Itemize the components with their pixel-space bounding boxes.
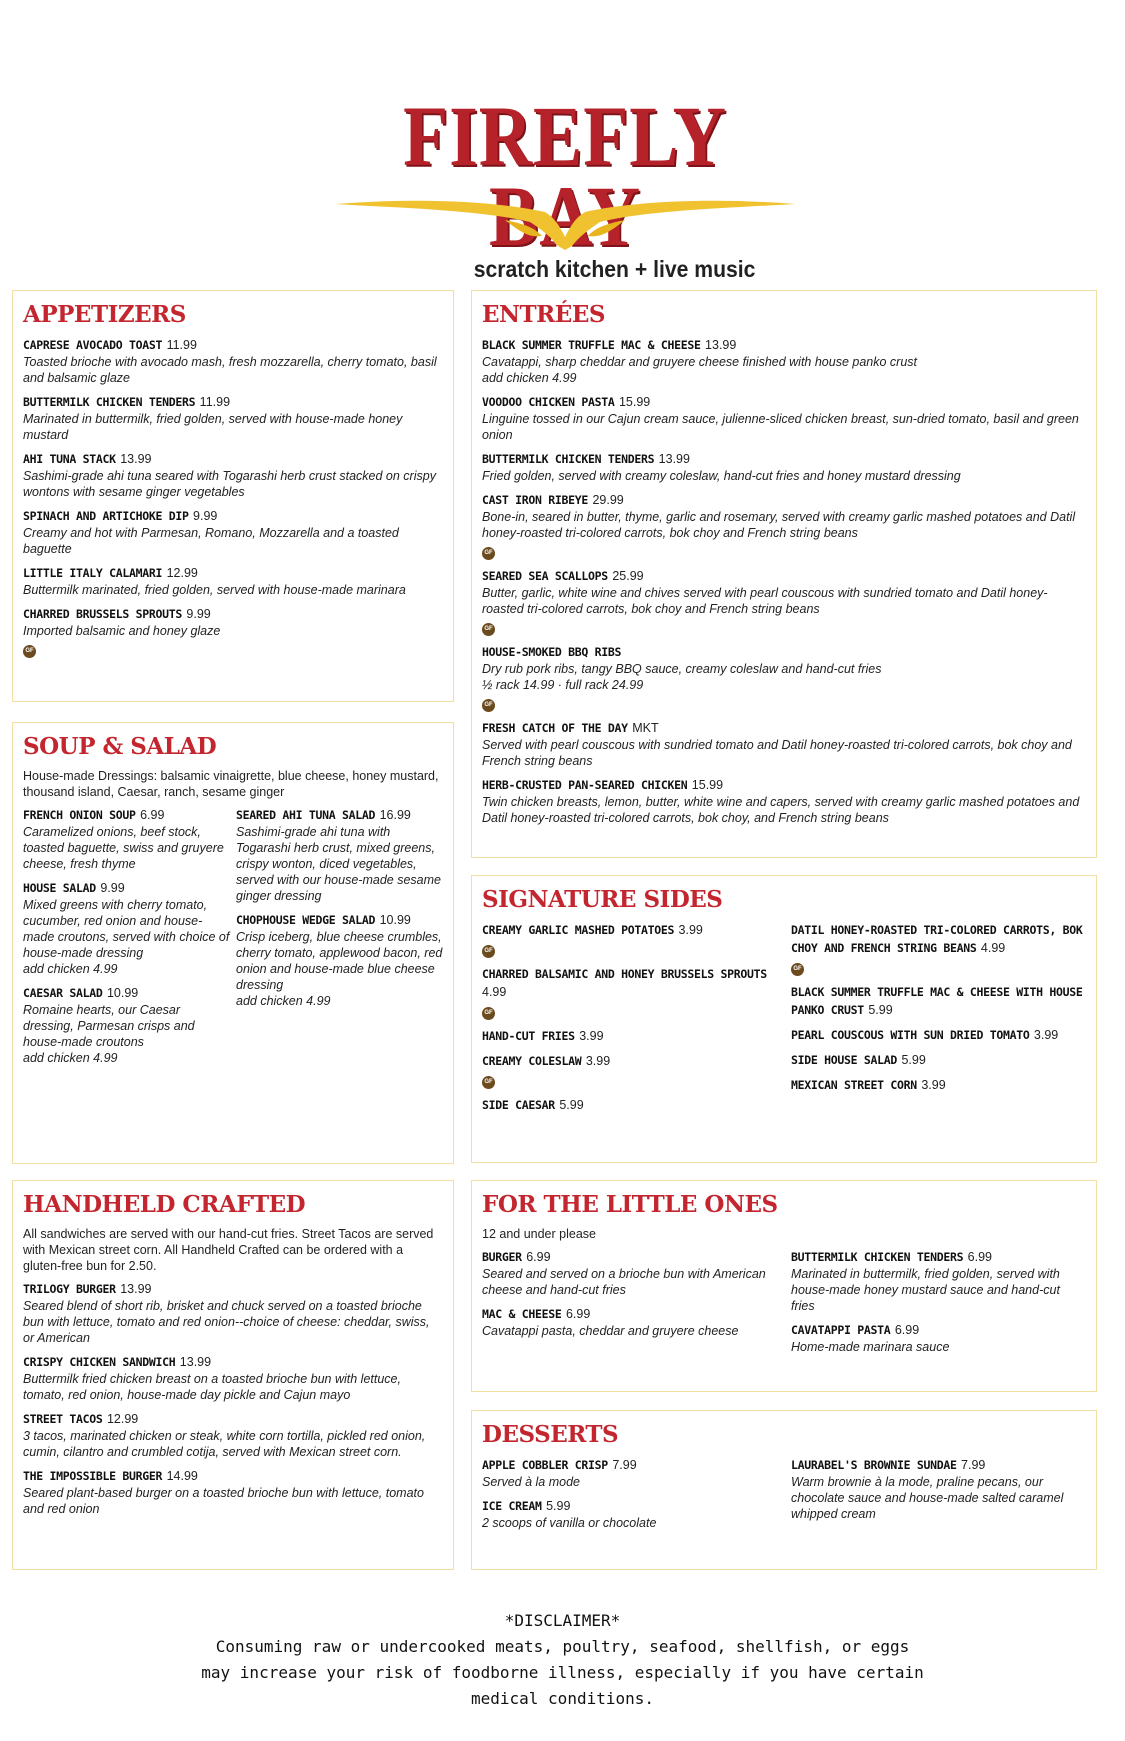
soup-salad-right-column xyxy=(236,806,443,1073)
item-description: Sashimi-grade ahi tuna with Togarashi herb crust, mixed greens, crispy wonton, diced vegetables, served with our house-made sesame ginger dressing xyxy=(236,825,441,903)
item-name: HOUSE-SMOKED BBQ RIBS xyxy=(482,645,622,659)
desserts-panel xyxy=(471,1410,1097,1570)
soup-salad-panel xyxy=(12,722,454,1164)
item-name: FRESH CATCH OF THE DAY xyxy=(482,721,628,735)
item-name: CHARRED BALSAMIC AND HONEY BRUSSELS SPROUTS xyxy=(482,967,767,981)
item-name: BUTTERMILK CHICKEN TENDERS xyxy=(791,1250,964,1264)
item-description: Twin chicken breasts, lemon, butter, white wine and capers, served with creamy garlic mashed potatoes and Datil honey-roasted tri-colored carrots, bok choy, and French string beans xyxy=(482,795,1080,825)
menu-item xyxy=(482,965,777,1020)
disclaimer-title: *DISCLAIMER* xyxy=(504,1611,621,1630)
item-description: Seared blend of short rib, brisket and chuck served on a toasted brioche bun with lettuce, tomato and red onion--choice of cheese: cheddar, swiss, or American xyxy=(23,1299,430,1345)
item-price: 12.99 xyxy=(166,566,198,580)
gluten-free-icon: GF xyxy=(482,699,495,712)
item-price: 5.99 xyxy=(868,1003,893,1017)
menu-item xyxy=(482,1305,777,1339)
entrees-list xyxy=(482,336,1086,826)
sides-right-column xyxy=(791,921,1086,1121)
item-name: BLACK SUMMER TRUFFLE MAC & CHEESE WITH HOUSE PANKO CRUST xyxy=(791,985,1083,1017)
handheld-intro: All sandwiches are served with our hand-cut fries. Street Tacos are served with Mexican street corn. All Handheld Crafted can be ordered with a gluten-free bun for 2.50. xyxy=(23,1227,434,1273)
item-name: STREET TACOS xyxy=(23,1412,103,1426)
handheld-list xyxy=(23,1280,443,1517)
item-price: 7.99 xyxy=(961,1458,986,1472)
sides-heading: SIGNATURE SIDES xyxy=(482,886,723,913)
menu-item xyxy=(482,921,777,958)
item-price: 13.99 xyxy=(179,1355,212,1369)
item-description: 3 tacos, marinated chicken or steak, white corn tortilla, pickled red onion, cumin, cilantro and crumbled cotija, served with Mexican street corn. xyxy=(23,1429,426,1459)
menu-item xyxy=(482,776,1086,826)
item-price: 13.99 xyxy=(705,338,737,352)
gluten-free-icon: GF xyxy=(482,623,495,636)
menu-item xyxy=(482,393,1086,443)
item-name: CAESAR SALAD xyxy=(23,986,103,1000)
item-price: 9.99 xyxy=(100,881,125,895)
item-name: CREAMY COLESLAW xyxy=(482,1054,582,1068)
item-description: Romaine hearts, our Caesar dressing, Parmesan crisps and house-made croutons xyxy=(23,1003,195,1049)
menu-item xyxy=(23,879,230,977)
item-price: 5.99 xyxy=(901,1053,926,1067)
entrees-heading: ENTRÉES xyxy=(482,301,605,328)
item-description: Served with pearl couscous with sundried tomato and Datil honey-roasted tri-colored carrots, bok choy and French string beans xyxy=(482,738,1072,768)
gluten-free-icon: GF xyxy=(482,1076,495,1089)
item-price: 16.99 xyxy=(379,808,411,822)
appetizers-heading: APPETIZERS xyxy=(23,301,186,328)
item-name: APPLE COBBLER CRISP xyxy=(482,1458,608,1472)
item-description: Linguine tossed in our Cajun cream sauce, julienne-sliced chicken breast, sun-dried tomato, basil and green onion xyxy=(482,412,1079,442)
menu-item xyxy=(23,605,443,658)
item-price: 3.99 xyxy=(678,923,703,937)
flourish-ornament-icon xyxy=(330,192,800,252)
menu-item xyxy=(23,806,230,872)
item-name: CRISPY CHICKEN SANDWICH xyxy=(23,1355,176,1369)
logo xyxy=(330,88,800,282)
item-price: 5.99 xyxy=(559,1098,584,1112)
item-name: BURGER xyxy=(482,1250,522,1264)
gluten-free-icon: GF xyxy=(23,645,36,658)
item-description: Buttermilk marinated, fried golden, served with house-made marinara xyxy=(23,583,406,597)
item-price: 3.99 xyxy=(585,1054,611,1068)
soup-salad-left-column xyxy=(23,806,236,1073)
handheld-panel xyxy=(12,1180,454,1570)
item-price: 10.99 xyxy=(106,986,139,1000)
sides-left-column xyxy=(482,921,791,1121)
little-ones-panel xyxy=(471,1180,1097,1392)
item-description: Sashimi-grade ahi tuna seared with Togarashi herb crust stacked on crispy wontons with sesame ginger vegetables xyxy=(23,469,436,499)
item-name: LAURABEL'S BROWNIE SUNDAE xyxy=(791,1458,957,1472)
item-description: Mixed greens with cherry tomato, cucumber, red onion and house-made croutons, served with choice of house-made dressing xyxy=(23,898,230,960)
menu-item xyxy=(482,450,1086,484)
menu-item xyxy=(482,1052,777,1089)
item-name: BLACK SUMMER TRUFFLE MAC & CHEESE xyxy=(482,338,701,352)
item-name: SEARED SEA SCALLOPS xyxy=(482,569,608,583)
menu-item xyxy=(482,1027,777,1045)
menu-item xyxy=(791,1456,1086,1522)
desserts-right-column xyxy=(791,1456,1086,1538)
little-ones-right-column xyxy=(791,1248,1086,1362)
desserts-heading: DESSERTS xyxy=(482,1421,619,1448)
gluten-free-icon: GF xyxy=(482,547,495,560)
logo-title: FIREFLY BAY xyxy=(403,88,727,264)
little-ones-left-column xyxy=(482,1248,791,1362)
sides-panel xyxy=(471,875,1097,1163)
item-price: 4.99 xyxy=(482,985,507,999)
item-name: CAVATAPPI PASTA xyxy=(791,1323,891,1337)
little-ones-intro: 12 and under please xyxy=(482,1227,596,1241)
item-description: Seared and served on a brioche bun with American cheese and hand-cut fries xyxy=(482,1267,766,1297)
item-price: 4.99 xyxy=(980,941,1006,955)
item-description: Dry rub pork ribs, tangy BBQ sauce, creamy coleslaw and hand-cut fries xyxy=(482,662,882,676)
item-price: 3.99 xyxy=(921,1078,946,1092)
item-name: CHOPHOUSE WEDGE SALAD xyxy=(236,913,376,927)
item-description: Fried golden, served with creamy coleslaw, hand-cut fries and honey mustard dressing xyxy=(482,469,961,483)
item-price: 6.99 xyxy=(526,1250,551,1264)
gluten-free-icon: GF xyxy=(482,1007,495,1020)
item-price: 9.99 xyxy=(193,509,218,523)
item-description: Imported balsamic and honey glaze xyxy=(23,624,221,638)
item-description: Served à la mode xyxy=(482,1475,580,1489)
menu-item xyxy=(482,1456,777,1490)
item-name: VOODOO CHICKEN PASTA xyxy=(482,395,615,409)
menu-item xyxy=(482,567,1086,636)
item-price: 15.99 xyxy=(618,395,651,409)
item-name: SEARED AHI TUNA SALAD xyxy=(236,808,376,822)
item-price: 12.99 xyxy=(106,1412,139,1426)
menu-item xyxy=(236,911,443,1009)
item-name: HOUSE SALAD xyxy=(23,881,96,895)
item-name: HERB-CRUSTED PAN-SEARED CHICKEN xyxy=(482,778,688,792)
gluten-free-icon: GF xyxy=(791,963,804,976)
menu-item xyxy=(791,1076,1086,1094)
item-name: CAPRESE AVOCADO TOAST xyxy=(23,338,163,352)
soup-salad-intro: House-made Dressings: balsamic vinaigrette, blue cheese, honey mustard, thousand island, Caesar, ranch, sesame ginger xyxy=(23,769,439,799)
item-name: CAST IRON RIBEYE xyxy=(482,493,588,507)
item-name: BUTTERMILK CHICKEN TENDERS xyxy=(23,395,196,409)
menu-item xyxy=(482,336,1086,386)
item-extra: add chicken 4.99 xyxy=(23,1051,118,1065)
item-description: Home-made marinara sauce xyxy=(791,1340,950,1354)
item-price: 6.99 xyxy=(894,1323,920,1337)
item-extra: add chicken 4.99 xyxy=(482,371,577,385)
menu-item xyxy=(791,1321,1086,1355)
item-price: 11.99 xyxy=(199,395,231,409)
menu-item xyxy=(482,491,1086,560)
menu-item xyxy=(23,507,443,557)
menu-item xyxy=(23,393,443,443)
item-description: 2 scoops of vanilla or chocolate xyxy=(482,1516,657,1530)
item-name: DATIL HONEY-ROASTED TRI-COLORED CARROTS, BOK CHOY AND FRENCH STRING BEANS xyxy=(791,923,1083,955)
item-name: AHI TUNA STACK xyxy=(23,452,116,466)
item-description: Cavatappi pasta, cheddar and gruyere cheese xyxy=(482,1324,739,1338)
item-name: MAC & CHEESE xyxy=(482,1307,562,1321)
menu-item xyxy=(23,450,443,500)
item-price: 6.99 xyxy=(967,1250,993,1264)
entrees-panel xyxy=(471,290,1097,858)
menu-item xyxy=(791,1248,1086,1314)
item-description: Crisp iceberg, blue cheese crumbles, cherry tomato, applewood bacon, red onion and house-made blue cheese dressing xyxy=(236,930,443,992)
item-description: Creamy and hot with Parmesan, Romano, Mozzarella and a toasted baguette xyxy=(23,526,399,556)
disclaimer-text: Consuming raw or undercooked meats, poultry, seafood, shellfish, or eggs may increase your risk of foodborne illness, especially if you have certain medical conditions. xyxy=(201,1637,924,1708)
item-description: Marinated in buttermilk, fried golden, served with house-made honey mustard sauce and hand-cut fries xyxy=(791,1267,1060,1313)
item-name: LITTLE ITALY CALAMARI xyxy=(23,566,163,580)
item-name: FRENCH ONION SOUP xyxy=(23,808,136,822)
appetizers-panel xyxy=(12,290,454,702)
menu-item xyxy=(482,1497,777,1531)
menu-item xyxy=(791,921,1086,976)
menu-item xyxy=(482,1248,777,1298)
item-price: 9.99 xyxy=(186,607,211,621)
item-price: 6.99 xyxy=(565,1307,591,1321)
item-price: 25.99 xyxy=(612,569,644,583)
item-price: 3.99 xyxy=(1033,1028,1059,1042)
item-description: Cavatappi, sharp cheddar and gruyere cheese finished with house panko crust xyxy=(482,355,917,369)
gluten-free-icon: GF xyxy=(482,945,495,958)
item-price: 7.99 xyxy=(612,1458,637,1472)
menu-item xyxy=(236,806,443,904)
desserts-left-column xyxy=(482,1456,791,1538)
appetizers-list xyxy=(23,336,443,658)
item-description: Warm brownie à la mode, praline pecans, our chocolate sauce and house-made salted caramel whipped cream xyxy=(791,1475,1064,1521)
menu-item xyxy=(23,1410,443,1460)
item-price: MKT xyxy=(632,721,659,735)
menu-item xyxy=(482,1096,777,1114)
menu-item xyxy=(482,643,1086,712)
little-ones-heading: FOR THE LITTLE ONES xyxy=(482,1191,778,1218)
item-price: 3.99 xyxy=(579,1029,604,1043)
item-description: Marinated in buttermilk, fried golden, served with house-made honey mustard xyxy=(23,412,403,442)
item-name: TRILOGY BURGER xyxy=(23,1282,116,1296)
item-price: 15.99 xyxy=(691,778,724,792)
item-price: 13.99 xyxy=(658,452,690,466)
item-extra: add chicken 4.99 xyxy=(23,962,118,976)
item-name: SPINACH AND ARTICHOKE DIP xyxy=(23,509,189,523)
item-name: CREAMY GARLIC MASHED POTATOES xyxy=(482,923,675,937)
item-description: Toasted brioche with avocado mash, fresh mozzarella, cherry tomato, basil and balsamic glaze xyxy=(23,355,437,385)
item-name: SIDE CAESAR xyxy=(482,1098,555,1112)
item-name: SIDE HOUSE SALAD xyxy=(791,1053,897,1067)
item-description: Butter, garlic, white wine and chives served with pearl couscous with sundried tomato and Datil honey-roasted tri-colored carrots, bok choy and French string beans xyxy=(482,586,1048,616)
item-price: 6.99 xyxy=(140,808,165,822)
item-extra: ½ rack 14.99 · full rack 24.99 xyxy=(482,678,644,692)
menu-item xyxy=(23,1280,443,1346)
menu-item xyxy=(23,1353,443,1403)
item-description: Caramelized onions, beef stock, toasted baguette, swiss and gruyere cheese, fresh thyme xyxy=(23,825,224,871)
menu-item xyxy=(23,984,230,1066)
item-price: 11.99 xyxy=(166,338,197,352)
item-name: CHARRED BRUSSELS SPROUTS xyxy=(23,607,182,621)
item-description: Bone-in, seared in butter, thyme, garlic and rosemary, served with creamy garlic mashed potatoes and Datil honey-roasted tri-colored carrots, bok choy and French string beans xyxy=(482,510,1076,540)
menu-item xyxy=(23,336,443,386)
soup-salad-heading: SOUP & SALAD xyxy=(23,733,217,760)
item-price: 10.99 xyxy=(379,913,411,927)
handheld-heading: HANDHELD CRAFTED xyxy=(23,1191,306,1218)
menu-item xyxy=(791,983,1086,1019)
item-name: PEARL COUSCOUS WITH SUN DRIED TOMATO xyxy=(791,1028,1030,1042)
disclaimer xyxy=(200,1608,925,1712)
menu-item xyxy=(482,719,1086,769)
menu-item xyxy=(23,1467,443,1517)
item-price: 5.99 xyxy=(546,1499,571,1513)
menu-item xyxy=(791,1051,1086,1069)
item-price: 13.99 xyxy=(120,452,152,466)
item-name: MEXICAN STREET CORN xyxy=(791,1078,917,1092)
item-price: 14.99 xyxy=(166,1469,198,1483)
item-price: 29.99 xyxy=(592,493,624,507)
item-name: THE IMPOSSIBLE BURGER xyxy=(23,1469,163,1483)
logo-tagline: scratch kitchen + live music xyxy=(473,256,756,282)
item-name: BUTTERMILK CHICKEN TENDERS xyxy=(482,452,655,466)
item-name: ICE CREAM xyxy=(482,1499,542,1513)
item-price: 13.99 xyxy=(120,1282,152,1296)
item-description: Buttermilk fried chicken breast on a toasted brioche bun with lettuce, tomato, red onion, house-made day pickle and Cajun mayo xyxy=(23,1372,401,1402)
item-name: HAND-CUT FRIES xyxy=(482,1029,575,1043)
menu-item xyxy=(23,564,443,598)
item-description: Seared plant-based burger on a toasted brioche bun with lettuce, tomato and red onion xyxy=(23,1486,424,1516)
menu-item xyxy=(791,1026,1086,1044)
item-extra: add chicken 4.99 xyxy=(236,994,331,1008)
